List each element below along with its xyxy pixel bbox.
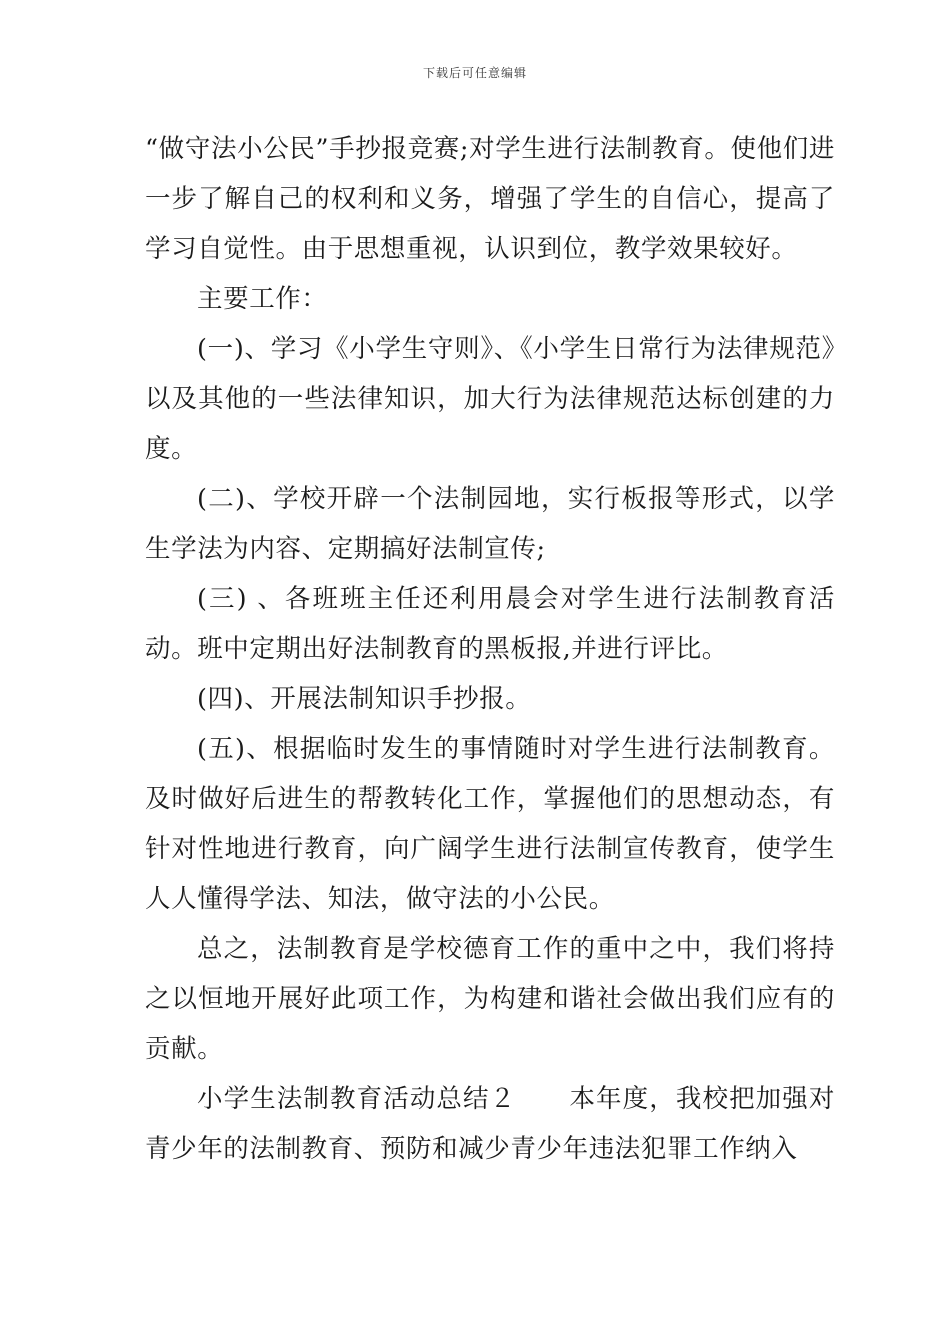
paragraph-1: “做守法小公民”手抄报竞赛;对学生进行法制教育。使他们进一步了解自己的权利和义务，增强了学生的自信心，提高了学习自觉性。由于思想重视，认识到位，教学效果较好。 <box>145 134 835 264</box>
paragraph-summary-2-start: 小学生法制教育活动总结２ 本年度，我校把加强对青少年的法制教育、预防和减少青少年违法犯罪工作纳入 <box>145 1084 835 1164</box>
paragraph-item-2: (二)、学校开辟一个法制园地，实行板报等形式，以学生学法为内容、定期搞好法制宣传; <box>145 484 835 564</box>
paragraph-item-5: (五)、根据临时发生的事情随时对学生进行法制教育。及时做好后进生的帮教转化工作，掌握他们的思想动态，有针对性地进行教育，向广阔学生进行法制宣传教育，使学生人人懂得学法、知法，做守法的小公民。 <box>145 734 835 914</box>
paragraph-conclusion: 总之，法制教育是学校德育工作的重中之中，我们将持之以恒地开展好此项工作，为构建和谐社会做出我们应有的贡献。 <box>145 934 835 1064</box>
paragraph-item-4: (四)、开展法制知识手抄报。 <box>197 684 532 714</box>
paragraph-item-3: (三) 、各班班主任还利用晨会对学生进行法制教育活动。班中定期出好法制教育的黑板报,并进行评比。 <box>145 584 835 664</box>
paragraph-main-work-heading: 主要工作： <box>197 284 328 314</box>
paragraph-item-1: (一)、学习《小学生守则》、《小学生日常行为法律规范》以及其他的一些法律知识，加大行为法律规范达标创建的力度。 <box>145 334 835 464</box>
document-body <box>145 124 835 1174</box>
page-header: 下载后可任意编辑 <box>422 66 527 80</box>
